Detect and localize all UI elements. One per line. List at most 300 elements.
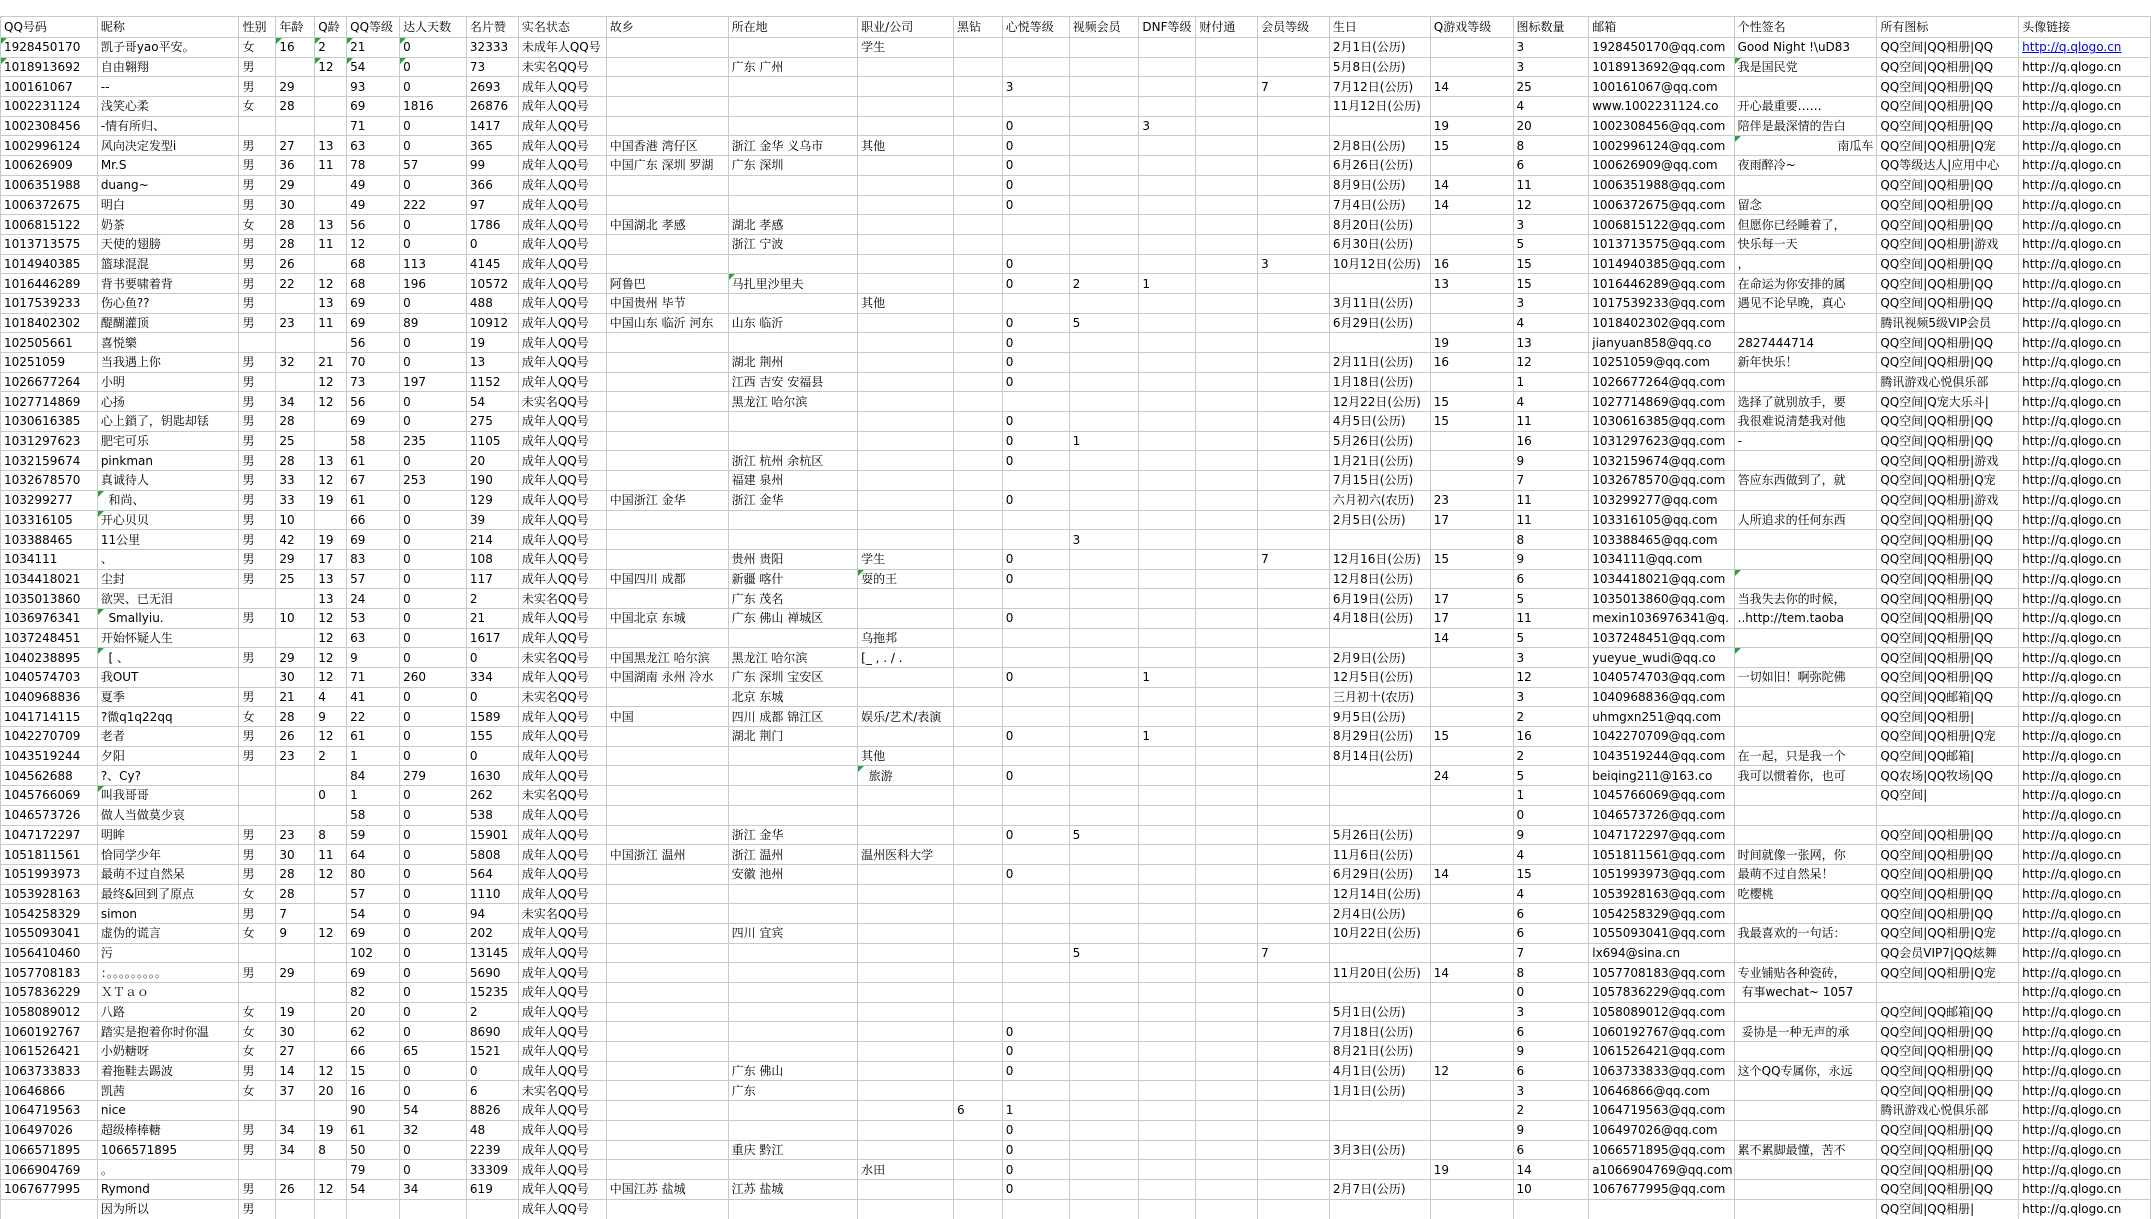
cell-real[interactable]: 成年人QQ号 — [518, 431, 606, 451]
cell-birth[interactable]: 8月21日(公历) — [1329, 1042, 1430, 1062]
cell-daren[interactable]: 113 — [400, 254, 467, 274]
cell-email[interactable]: 1018913692@qq.com — [1589, 57, 1734, 77]
cell-birth[interactable] — [1329, 1199, 1430, 1219]
cell-job[interactable] — [858, 97, 954, 117]
cell-email[interactable]: 10251059@qq.com — [1589, 353, 1734, 373]
cell-qage[interactable] — [315, 116, 347, 136]
cell-qgame[interactable]: 14 — [1430, 77, 1513, 97]
cell-email[interactable]: 1067677995@qq.com — [1589, 1179, 1734, 1199]
cell-daren[interactable]: 279 — [400, 766, 467, 786]
cell-daren[interactable]: 235 — [400, 431, 467, 451]
cell-icons[interactable]: 4 — [1513, 97, 1589, 117]
cell-qage[interactable] — [315, 943, 347, 963]
cell-allicons[interactable]: QQ空间|QQ相册|游戏 — [1877, 490, 2019, 510]
cell-hei[interactable] — [954, 668, 1003, 688]
cell-home[interactable]: 中国湖北 孝感 — [606, 215, 728, 235]
cell-qq[interactable]: 104562688 — [1, 766, 98, 786]
cell-qq[interactable]: 100161067 — [1, 77, 98, 97]
cell-qgame[interactable]: 12 — [1430, 1061, 1513, 1081]
cell-qgame[interactable] — [1430, 530, 1513, 550]
cell-cft[interactable] — [1196, 234, 1258, 254]
cell-video[interactable] — [1069, 490, 1139, 510]
cell-real[interactable]: 成年人QQ号 — [518, 943, 606, 963]
cell-dnf[interactable] — [1139, 983, 1196, 1003]
cell-loc[interactable] — [728, 254, 858, 274]
cell-avatar[interactable]: http://q.qlogo.cn — [2019, 1042, 2151, 1062]
cell-job[interactable]: 耍的王 — [858, 569, 954, 589]
cell-vip[interactable] — [1258, 175, 1330, 195]
cell-video[interactable] — [1069, 412, 1139, 432]
cell-video[interactable] — [1069, 77, 1139, 97]
cell-loc[interactable]: 湖北 荆门 — [728, 727, 858, 747]
cell-gender[interactable]: 男 — [239, 1199, 276, 1219]
cell-zan[interactable]: 538 — [466, 805, 518, 825]
cell-video[interactable] — [1069, 648, 1139, 668]
cell-hei[interactable] — [954, 786, 1003, 806]
cell-video[interactable] — [1069, 904, 1139, 924]
cell-qq[interactable]: 103316105 — [1, 510, 98, 530]
cell-allicons[interactable]: QQ空间|QQ相册|QQ — [1877, 1042, 2019, 1062]
cell-job[interactable] — [858, 589, 954, 609]
cell-home[interactable] — [606, 786, 728, 806]
cell-qage[interactable] — [315, 510, 347, 530]
cell-qage[interactable]: 13 — [315, 451, 347, 471]
cell-qq[interactable]: 1006372675 — [1, 195, 98, 215]
cell-vip[interactable] — [1258, 530, 1330, 550]
cell-video[interactable] — [1069, 608, 1139, 628]
cell-cft[interactable] — [1196, 1002, 1258, 1022]
cell-gender[interactable] — [239, 786, 276, 806]
cell-vip[interactable] — [1258, 766, 1330, 786]
cell-qage[interactable]: 11 — [315, 313, 347, 333]
cell-birth[interactable]: 11月20日(公历) — [1329, 963, 1430, 983]
cell-level[interactable]: 84 — [347, 766, 400, 786]
cell-avatar[interactable]: http://q.qlogo.cn — [2019, 353, 2151, 373]
cell-qgame[interactable] — [1430, 668, 1513, 688]
cell-xinyue[interactable] — [1002, 707, 1069, 727]
column-header-allicons[interactable]: 所有图标 — [1877, 17, 2019, 38]
cell-qage[interactable] — [315, 412, 347, 432]
cell-level[interactable]: 54 — [347, 1179, 400, 1199]
cell-dnf[interactable] — [1139, 549, 1196, 569]
cell-zan[interactable]: 1589 — [466, 707, 518, 727]
cell-dnf[interactable] — [1139, 1081, 1196, 1101]
cell-qgame[interactable]: 14 — [1430, 195, 1513, 215]
cell-real[interactable]: 成年人QQ号 — [518, 77, 606, 97]
cell-dnf[interactable] — [1139, 569, 1196, 589]
cell-icons[interactable]: 6 — [1513, 569, 1589, 589]
cell-avatar[interactable]: http://q.qlogo.cn — [2019, 431, 2151, 451]
cell-nick[interactable]: 我OUT — [97, 668, 239, 688]
cell-xinyue[interactable] — [1002, 983, 1069, 1003]
cell-avatar[interactable]: http://q.qlogo.cn — [2019, 1061, 2151, 1081]
cell-avatar[interactable]: http://q.qlogo.cn — [2019, 864, 2151, 884]
cell-job[interactable] — [858, 254, 954, 274]
cell-qgame[interactable] — [1430, 569, 1513, 589]
cell-allicons[interactable]: QQ空间|QQ相册|QQ — [1877, 1081, 2019, 1101]
cell-gender[interactable]: 男 — [239, 510, 276, 530]
cell-icons[interactable]: 4 — [1513, 392, 1589, 412]
cell-daren[interactable]: 0 — [400, 943, 467, 963]
cell-qage[interactable] — [315, 1022, 347, 1042]
cell-vip[interactable] — [1258, 687, 1330, 707]
cell-zan[interactable]: 32333 — [466, 38, 518, 58]
cell-avatar[interactable]: http://q.qlogo.cn — [2019, 727, 2151, 747]
cell-xinyue[interactable]: 0 — [1002, 825, 1069, 845]
cell-sig[interactable]: 新年快乐！ — [1734, 353, 1877, 373]
cell-allicons[interactable]: QQ空间|QQ相册|QQ — [1877, 628, 2019, 648]
cell-age[interactable]: 23 — [276, 313, 315, 333]
cell-zan[interactable]: 2693 — [466, 77, 518, 97]
cell-qage[interactable] — [315, 1042, 347, 1062]
cell-video[interactable] — [1069, 727, 1139, 747]
cell-qage[interactable]: 20 — [315, 1081, 347, 1101]
cell-qq[interactable]: 1061526421 — [1, 1042, 98, 1062]
cell-qage[interactable]: 8 — [315, 825, 347, 845]
cell-qage[interactable]: 11 — [315, 234, 347, 254]
cell-icons[interactable]: 15 — [1513, 254, 1589, 274]
cell-age[interactable]: 22 — [276, 274, 315, 294]
cell-vip[interactable] — [1258, 293, 1330, 313]
cell-vip[interactable] — [1258, 313, 1330, 333]
cell-zan[interactable]: 0 — [466, 648, 518, 668]
cell-loc[interactable] — [728, 1160, 858, 1180]
cell-hei[interactable] — [954, 864, 1003, 884]
cell-loc[interactable]: 黑龙江 哈尔滨 — [728, 648, 858, 668]
cell-xinyue[interactable]: 0 — [1002, 1140, 1069, 1160]
cell-avatar[interactable]: http://q.qlogo.cn — [2019, 510, 2151, 530]
cell-level[interactable]: 12 — [347, 234, 400, 254]
cell-qgame[interactable]: 23 — [1430, 490, 1513, 510]
cell-icons[interactable]: 7 — [1513, 943, 1589, 963]
cell-level[interactable]: 68 — [347, 254, 400, 274]
cell-vip[interactable] — [1258, 38, 1330, 58]
cell-birth[interactable]: 三月初十(农历) — [1329, 687, 1430, 707]
cell-hei[interactable]: 6 — [954, 1101, 1003, 1121]
cell-qq[interactable]: 1042270709 — [1, 727, 98, 747]
column-header-real[interactable]: 实名状态 — [518, 17, 606, 38]
cell-zan[interactable]: 26876 — [466, 97, 518, 117]
cell-allicons[interactable]: QQ等级达人|应用中心 — [1877, 156, 2019, 176]
cell-qage[interactable]: 0 — [315, 786, 347, 806]
cell-loc[interactable] — [728, 431, 858, 451]
cell-qgame[interactable] — [1430, 471, 1513, 491]
cell-dnf[interactable] — [1139, 1160, 1196, 1180]
cell-real[interactable]: 成年人QQ号 — [518, 490, 606, 510]
cell-sig[interactable] — [1734, 727, 1877, 747]
cell-job[interactable] — [858, 825, 954, 845]
cell-allicons[interactable]: QQ空间|QQ相册|QQ — [1877, 845, 2019, 865]
cell-real[interactable]: 成年人QQ号 — [518, 313, 606, 333]
cell-daren[interactable]: 0 — [400, 628, 467, 648]
cell-daren[interactable]: 65 — [400, 1042, 467, 1062]
cell-sig[interactable]: 陪伴是最深情的告白 — [1734, 116, 1877, 136]
cell-real[interactable]: 成年人QQ号 — [518, 510, 606, 530]
cell-real[interactable]: 成年人QQ号 — [518, 530, 606, 550]
cell-cft[interactable] — [1196, 668, 1258, 688]
cell-icons[interactable]: 11 — [1513, 510, 1589, 530]
cell-level[interactable]: 61 — [347, 490, 400, 510]
cell-home[interactable] — [606, 805, 728, 825]
cell-cft[interactable] — [1196, 274, 1258, 294]
cell-zan[interactable]: 488 — [466, 293, 518, 313]
cell-xinyue[interactable]: 0 — [1002, 1179, 1069, 1199]
cell-nick[interactable]: 心扬 — [97, 392, 239, 412]
cell-daren[interactable]: 197 — [400, 372, 467, 392]
cell-hei[interactable] — [954, 274, 1003, 294]
cell-vip[interactable] — [1258, 1101, 1330, 1121]
cell-qage[interactable] — [315, 983, 347, 1003]
cell-age[interactable]: 29 — [276, 963, 315, 983]
cell-level[interactable]: 66 — [347, 1042, 400, 1062]
cell-birth[interactable]: 12月22日(公历) — [1329, 392, 1430, 412]
cell-vip[interactable] — [1258, 1081, 1330, 1101]
cell-gender[interactable]: 男 — [239, 963, 276, 983]
cell-home[interactable]: 中国浙江 温州 — [606, 845, 728, 865]
cell-hei[interactable] — [954, 608, 1003, 628]
cell-level[interactable]: 69 — [347, 923, 400, 943]
cell-birth[interactable]: 9月5日(公历) — [1329, 707, 1430, 727]
cell-email[interactable]: 100161067@qq.com — [1589, 77, 1734, 97]
cell-real[interactable]: 成年人QQ号 — [518, 549, 606, 569]
cell-real[interactable]: 成年人QQ号 — [518, 746, 606, 766]
cell-sig[interactable] — [1734, 530, 1877, 550]
cell-real[interactable]: 未实名QQ号 — [518, 904, 606, 924]
cell-zan[interactable]: 275 — [466, 412, 518, 432]
cell-gender[interactable] — [239, 628, 276, 648]
cell-daren[interactable]: 0 — [400, 57, 467, 77]
cell-allicons[interactable]: QQ空间|QQ邮箱|QQ — [1877, 1002, 2019, 1022]
cell-qgame[interactable] — [1430, 923, 1513, 943]
cell-cft[interactable] — [1196, 392, 1258, 412]
cell-gender[interactable]: 男 — [239, 471, 276, 491]
cell-real[interactable]: 成年人QQ号 — [518, 412, 606, 432]
cell-gender[interactable]: 女 — [239, 97, 276, 117]
cell-qq[interactable]: 1060192767 — [1, 1022, 98, 1042]
cell-zan[interactable]: 334 — [466, 668, 518, 688]
cell-icons[interactable]: 0 — [1513, 805, 1589, 825]
cell-icons[interactable]: 3 — [1513, 687, 1589, 707]
cell-icons[interactable]: 7 — [1513, 471, 1589, 491]
cell-qgame[interactable]: 17 — [1430, 608, 1513, 628]
cell-allicons[interactable]: QQ空间|QQ相册|Q宠 — [1877, 727, 2019, 747]
cell-dnf[interactable] — [1139, 195, 1196, 215]
cell-vip[interactable] — [1258, 923, 1330, 943]
cell-cft[interactable] — [1196, 864, 1258, 884]
cell-age[interactable]: 30 — [276, 668, 315, 688]
cell-age[interactable]: 29 — [276, 549, 315, 569]
cell-job[interactable] — [858, 1002, 954, 1022]
cell-home[interactable] — [606, 333, 728, 353]
cell-job[interactable] — [858, 904, 954, 924]
cell-allicons[interactable] — [1877, 805, 2019, 825]
cell-zan[interactable]: 15901 — [466, 825, 518, 845]
cell-video[interactable] — [1069, 372, 1139, 392]
cell-nick[interactable]: 和尚、 — [97, 490, 239, 510]
cell-dnf[interactable] — [1139, 97, 1196, 117]
cell-daren[interactable]: 0 — [400, 589, 467, 609]
cell-vip[interactable] — [1258, 1199, 1330, 1219]
cell-birth[interactable]: 7月12日(公历) — [1329, 77, 1430, 97]
cell-email[interactable]: 1026677264@qq.com — [1589, 372, 1734, 392]
cell-qage[interactable] — [315, 963, 347, 983]
cell-job[interactable]: 学生 — [858, 549, 954, 569]
cell-daren[interactable]: 0 — [400, 746, 467, 766]
cell-level[interactable]: 83 — [347, 549, 400, 569]
cell-xinyue[interactable]: 3 — [1002, 77, 1069, 97]
cell-xinyue[interactable]: 0 — [1002, 156, 1069, 176]
cell-birth[interactable] — [1329, 766, 1430, 786]
cell-qgame[interactable]: 19 — [1430, 333, 1513, 353]
cell-nick[interactable]: 欲哭、已无泪 — [97, 589, 239, 609]
cell-dnf[interactable] — [1139, 923, 1196, 943]
column-header-icons[interactable]: 图标数量 — [1513, 17, 1589, 38]
cell-email[interactable]: 1060192767@qq.com — [1589, 1022, 1734, 1042]
cell-gender[interactable]: 女 — [239, 1081, 276, 1101]
cell-job[interactable]: 其他 — [858, 136, 954, 156]
cell-age[interactable]: 28 — [276, 884, 315, 904]
cell-cft[interactable] — [1196, 156, 1258, 176]
cell-nick[interactable]: 背书要啸着背 — [97, 274, 239, 294]
cell-gender[interactable]: 女 — [239, 923, 276, 943]
cell-sig[interactable]: 在一起，只是我一个 — [1734, 746, 1877, 766]
cell-loc[interactable] — [728, 1002, 858, 1022]
cell-nick[interactable]: 浅笑心柔 — [97, 97, 239, 117]
cell-birth[interactable] — [1329, 1101, 1430, 1121]
cell-job[interactable]: [_ , . / . — [858, 648, 954, 668]
cell-birth[interactable]: 5月8日(公历) — [1329, 57, 1430, 77]
cell-age[interactable]: 10 — [276, 608, 315, 628]
cell-video[interactable] — [1069, 1160, 1139, 1180]
cell-video[interactable] — [1069, 38, 1139, 58]
cell-hei[interactable] — [954, 412, 1003, 432]
cell-hei[interactable] — [954, 1179, 1003, 1199]
cell-avatar[interactable]: http://q.qlogo.cn — [2019, 1022, 2151, 1042]
cell-allicons[interactable]: QQ农场|QQ牧场|QQ — [1877, 766, 2019, 786]
cell-job[interactable] — [858, 884, 954, 904]
cell-dnf[interactable] — [1139, 451, 1196, 471]
cell-video[interactable] — [1069, 215, 1139, 235]
cell-home[interactable] — [606, 97, 728, 117]
cell-qage[interactable]: 12 — [315, 471, 347, 491]
cell-job[interactable] — [858, 175, 954, 195]
cell-allicons[interactable]: QQ空间|QQ相册|QQ — [1877, 1061, 2019, 1081]
cell-age[interactable]: 34 — [276, 392, 315, 412]
cell-zan[interactable]: 1630 — [466, 766, 518, 786]
cell-nick[interactable]: 真诚待人 — [97, 471, 239, 491]
cell-real[interactable]: 成年人QQ号 — [518, 1120, 606, 1140]
cell-qq[interactable]: 1014940385 — [1, 254, 98, 274]
cell-job[interactable]: 水田 — [858, 1160, 954, 1180]
cell-vip[interactable] — [1258, 1140, 1330, 1160]
cell-sig[interactable]: 人所追求的任何东西 — [1734, 510, 1877, 530]
cell-job[interactable] — [858, 490, 954, 510]
cell-loc[interactable]: 广东 深圳 — [728, 156, 858, 176]
cell-level[interactable]: 22 — [347, 707, 400, 727]
cell-cft[interactable] — [1196, 530, 1258, 550]
cell-birth[interactable]: 12月8日(公历) — [1329, 569, 1430, 589]
cell-icons[interactable]: 12 — [1513, 668, 1589, 688]
cell-email[interactable]: 1035013860@qq.com — [1589, 589, 1734, 609]
cell-hei[interactable] — [954, 353, 1003, 373]
cell-avatar[interactable]: http://q.qlogo.cn — [2019, 648, 2151, 668]
cell-real[interactable]: 成年人QQ号 — [518, 372, 606, 392]
cell-qq[interactable]: 1051993973 — [1, 864, 98, 884]
cell-nick[interactable]: 虚伪的谎言 — [97, 923, 239, 943]
cell-video[interactable] — [1069, 97, 1139, 117]
cell-sig[interactable] — [1734, 805, 1877, 825]
cell-job[interactable] — [858, 57, 954, 77]
cell-gender[interactable]: 男 — [239, 746, 276, 766]
cell-birth[interactable]: 4月18日(公历) — [1329, 608, 1430, 628]
cell-cft[interactable] — [1196, 1160, 1258, 1180]
cell-level[interactable]: 102 — [347, 943, 400, 963]
cell-qgame[interactable]: 14 — [1430, 963, 1513, 983]
cell-icons[interactable]: 2 — [1513, 1101, 1589, 1121]
cell-hei[interactable] — [954, 372, 1003, 392]
cell-sig[interactable] — [1734, 628, 1877, 648]
cell-birth[interactable]: 2月8日(公历) — [1329, 136, 1430, 156]
cell-level[interactable]: 21 — [347, 38, 400, 58]
cell-loc[interactable]: 湖北 孝感 — [728, 215, 858, 235]
cell-birth[interactable]: 6月30日(公历) — [1329, 234, 1430, 254]
cell-cft[interactable] — [1196, 431, 1258, 451]
cell-email[interactable]: 1054258329@qq.com — [1589, 904, 1734, 924]
cell-video[interactable]: 2 — [1069, 274, 1139, 294]
cell-home[interactable]: 中国四川 成都 — [606, 569, 728, 589]
column-header-qgame[interactable]: Q游戏等级 — [1430, 17, 1513, 38]
cell-real[interactable]: 成年人QQ号 — [518, 116, 606, 136]
cell-level[interactable]: 67 — [347, 471, 400, 491]
cell-avatar[interactable]: http://q.qlogo.cn — [2019, 97, 2151, 117]
cell-hei[interactable] — [954, 392, 1003, 412]
cell-email[interactable]: 1042270709@qq.com — [1589, 727, 1734, 747]
cell-zan[interactable]: 48 — [466, 1120, 518, 1140]
cell-level[interactable]: 58 — [347, 431, 400, 451]
cell-loc[interactable] — [728, 904, 858, 924]
cell-hei[interactable] — [954, 825, 1003, 845]
cell-cft[interactable] — [1196, 825, 1258, 845]
cell-qgame[interactable] — [1430, 57, 1513, 77]
cell-email[interactable]: 1058089012@qq.com — [1589, 1002, 1734, 1022]
cell-email[interactable]: 1045766069@qq.com — [1589, 786, 1734, 806]
cell-daren[interactable]: 0 — [400, 569, 467, 589]
cell-qage[interactable]: 2 — [315, 38, 347, 58]
cell-loc[interactable]: 浙江 金华 — [728, 825, 858, 845]
cell-xinyue[interactable] — [1002, 628, 1069, 648]
cell-qgame[interactable] — [1430, 786, 1513, 806]
cell-cft[interactable] — [1196, 983, 1258, 1003]
cell-xinyue[interactable] — [1002, 1081, 1069, 1101]
cell-birth[interactable]: 8月20日(公历) — [1329, 215, 1430, 235]
cell-qq[interactable]: 1030616385 — [1, 412, 98, 432]
cell-level[interactable]: 69 — [347, 412, 400, 432]
cell-icons[interactable]: 8 — [1513, 136, 1589, 156]
cell-job[interactable]: 其他 — [858, 746, 954, 766]
cell-icons[interactable]: 6 — [1513, 1061, 1589, 1081]
cell-qq[interactable]: 1045766069 — [1, 786, 98, 806]
cell-home[interactable]: 中国江苏 盐城 — [606, 1179, 728, 1199]
cell-email[interactable]: 1063733833@qq.com — [1589, 1061, 1734, 1081]
cell-dnf[interactable] — [1139, 530, 1196, 550]
cell-daren[interactable]: 0 — [400, 116, 467, 136]
cell-loc[interactable]: 新疆 喀什 — [728, 569, 858, 589]
cell-home[interactable]: 中国山东 临沂 河东 — [606, 313, 728, 333]
cell-nick[interactable]: 超级棒棒糖 — [97, 1120, 239, 1140]
cell-daren[interactable]: 0 — [400, 1002, 467, 1022]
cell-job[interactable] — [858, 1042, 954, 1062]
cell-age[interactable] — [276, 943, 315, 963]
